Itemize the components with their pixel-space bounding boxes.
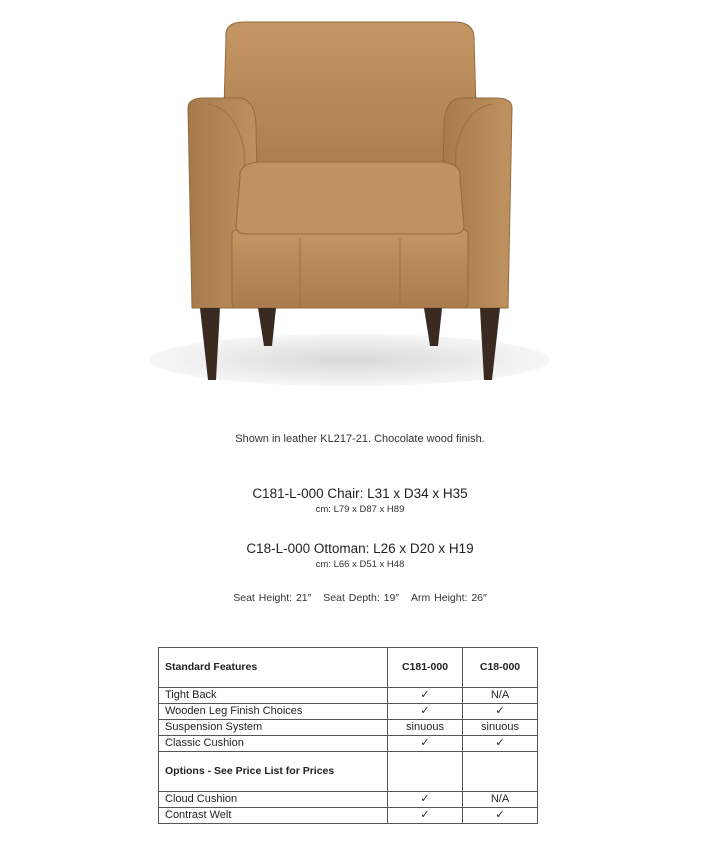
feature-label: Wooden Leg Finish Choices	[159, 704, 388, 720]
feature-label: Tight Back	[159, 688, 388, 704]
option-label: Contrast Welt	[159, 808, 388, 824]
option-label: Cloud Cushion	[159, 792, 388, 808]
col-chair-heading: C181-000	[388, 648, 463, 688]
chair-spec	[0, 486, 720, 515]
feature-chair-value: sinuous	[388, 720, 463, 736]
options-chair-empty	[388, 752, 463, 792]
col-ottoman-heading: C18-000	[463, 648, 538, 688]
table-row	[159, 736, 538, 752]
finish-caption: Shown in leather KL217-21. Chocolate wood finish.	[235, 433, 485, 445]
seat-measurements	[0, 592, 720, 604]
features-table	[158, 647, 538, 824]
option-ottoman-value: N/A	[463, 792, 538, 808]
ottoman-dimensions: C18-L-000 Ottoman: L26 x D20 x H19	[246, 541, 474, 556]
feature-label: Suspension System	[159, 720, 388, 736]
feature-chair-value: ✓	[388, 688, 463, 704]
seat-height: Seat Height: 21″	[233, 592, 312, 604]
ottoman-metric-dimensions: cm: L66 x D51 x H48	[315, 559, 405, 570]
table-row	[159, 720, 538, 736]
product-photo	[148, 8, 552, 392]
option-ottoman-value: ✓	[463, 808, 538, 824]
ottoman-spec	[0, 541, 720, 570]
options-ottoman-empty	[463, 752, 538, 792]
chair-metric-dimensions: cm: L79 x D87 x H89	[315, 504, 405, 515]
options-header-row	[159, 752, 538, 792]
standard-features-heading: Standard Features	[159, 648, 388, 688]
table-header-row	[159, 648, 538, 688]
feature-chair-value: ✓	[388, 736, 463, 752]
table-row	[159, 792, 538, 808]
option-chair-value: ✓	[388, 808, 463, 824]
arm-height: Arm Height: 26″	[410, 592, 487, 604]
options-heading: Options - See Price List for Prices	[159, 752, 388, 792]
feature-ottoman-value: N/A	[463, 688, 538, 704]
feature-chair-value: ✓	[388, 704, 463, 720]
table-row	[159, 808, 538, 824]
armchair-illustration	[148, 8, 552, 392]
option-chair-value: ✓	[388, 792, 463, 808]
feature-ottoman-value: ✓	[463, 704, 538, 720]
feature-label: Classic Cushion	[159, 736, 388, 752]
feature-ottoman-value: sinuous	[463, 720, 538, 736]
feature-ottoman-value: ✓	[463, 736, 538, 752]
chair-dimensions: C181-L-000 Chair: L31 x D34 x H35	[252, 486, 468, 501]
seat-depth: Seat Depth: 19″	[323, 592, 400, 604]
table-row	[159, 688, 538, 704]
table-row	[159, 704, 538, 720]
